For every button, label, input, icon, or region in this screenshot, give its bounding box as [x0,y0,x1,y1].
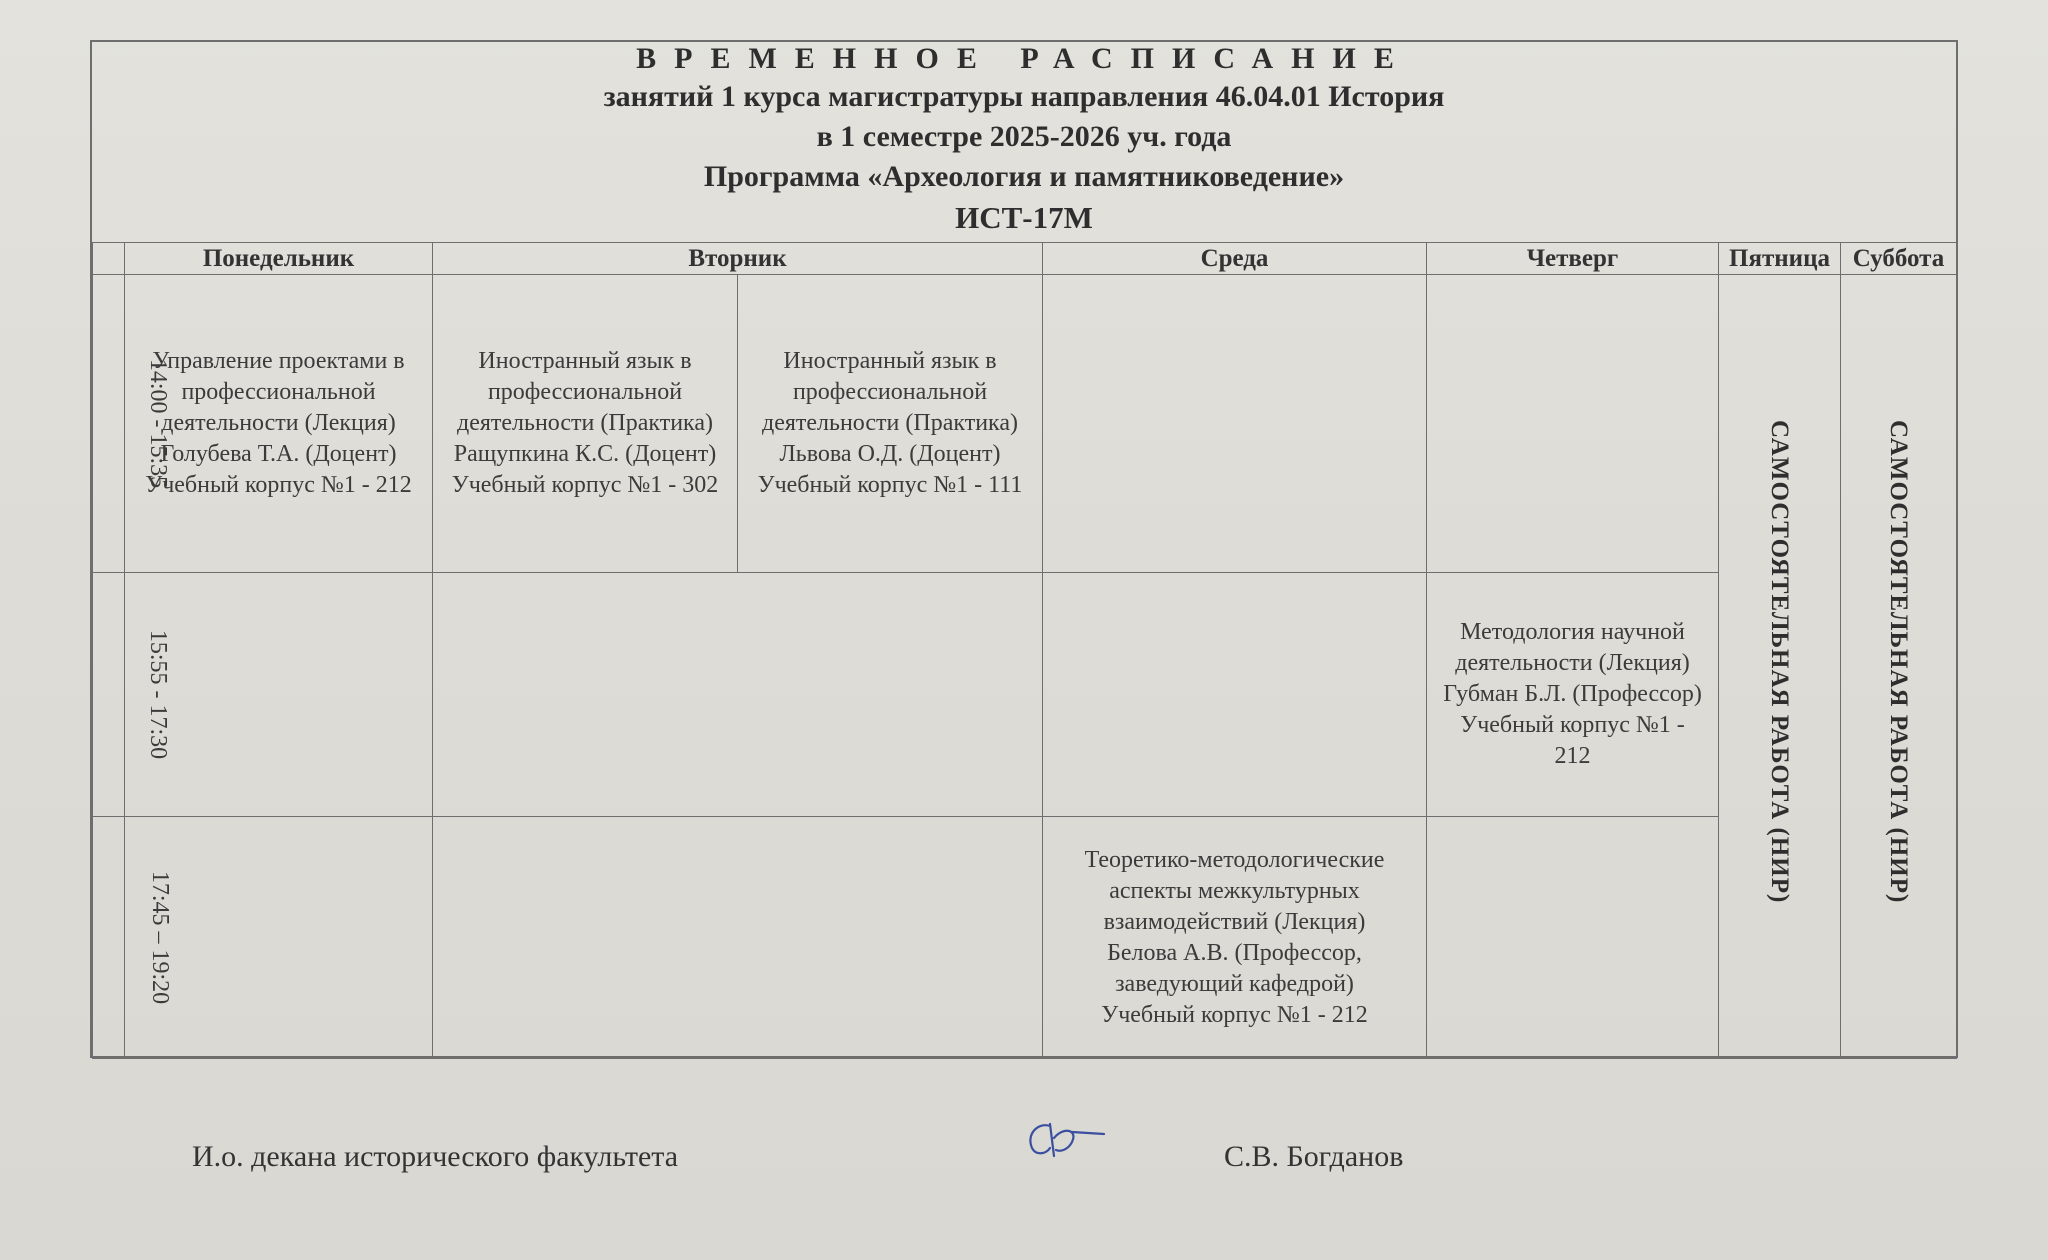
class-line: Учебный корпус №1 - 212 [145,472,412,498]
class-line: Губман Б.Л. (Профессор) [1443,681,1702,707]
class-line: профессиональной [181,379,376,405]
time-label: 15:55 - 17:30 [145,629,172,760]
class-line: Учебный корпус №1 - 212 [1101,1001,1368,1028]
class-line: Иностранный язык в [783,348,997,374]
corner-cell [93,243,125,275]
class-line: Учебный корпус №1 - 302 [451,472,719,498]
class-line: взаимодействий (Лекция) [1103,908,1366,935]
self-work-saturday [1841,275,1957,1059]
class-cell-tue-1b [738,275,1043,573]
time-label: 17:45 – 19:20 [147,870,174,1005]
class-line: Белова А.В. (Профессор, [1107,939,1362,966]
class-cell-thu-3 [1427,817,1719,1059]
class-cell-thu-1 [1427,275,1719,573]
class-line: Теоретико-методологические [1084,846,1385,873]
time-slot-1 [93,275,172,573]
header-row [93,243,1957,275]
day-header-tuesday: Вторник [433,243,1043,275]
time-slot-2 [93,573,172,817]
self-work-friday [1719,275,1841,1059]
class-line: Управление проектами в [152,348,405,374]
day-header-monday: Понедельник [125,243,433,275]
title-group: ИСТ-17М [955,200,1093,235]
class-line: 212 [1554,743,1591,769]
title-main: ВРЕМЕННОЕ РАСПИСАНИЕ [636,42,1412,75]
class-line: Ращупкина К.С. (Доцент) [453,441,717,467]
time-slot-3 [93,817,174,1059]
time-row-3 [93,817,1957,1059]
self-work-label: САМОСТОЯТЕЛЬНАЯ РАБОТА (НИР) [1766,420,1793,904]
class-line: профессиональной [487,379,683,405]
class-cell-tue-3 [433,817,1043,1059]
time-label: 14:00 - 15:35 [145,358,172,489]
schedule-sheet [90,40,1958,1058]
self-work-label: САМОСТОЯТЕЛЬНАЯ РАБОТА (НИР) [1885,420,1912,904]
class-cell-tue-2 [433,573,1043,817]
class-line: Методология научной [1460,619,1685,645]
class-line: профессиональной [792,379,988,405]
class-cell-thu-2 [1427,573,1719,817]
time-row-1 [93,275,1957,573]
schedule-table [92,242,1957,1059]
class-cell-wed-1 [1043,275,1427,573]
title-semester: в 1 семестре 2025-2026 уч. года [816,120,1232,153]
day-header-friday: Пятница [1719,243,1841,275]
footer-signatory-name: С.В. Богданов [1224,1140,1404,1173]
class-line: деятельности (Практика) [762,410,1018,436]
class-line: Учебный корпус №1 - [1460,712,1685,738]
day-header-wednesday: Среда [1043,243,1427,275]
title-program: Программа «Археология и памятниковедение» [703,160,1345,193]
signature-icon [1020,1112,1110,1172]
day-header-saturday: Суббота [1841,243,1957,275]
day-header-thursday: Четверг [1427,243,1719,275]
class-cell-wed-3 [1043,817,1427,1059]
class-line: Львова О.Д. (Доцент) [779,441,1001,467]
class-cell-wed-2 [1043,573,1427,817]
footer-position: И.о. декана исторического факультета [192,1140,679,1173]
title-block [92,42,1956,242]
title-course: занятий 1 курса магистратуры направления 46.04.01 История [603,80,1445,113]
class-line: Голубева Т.А. (Доцент) [160,441,397,467]
class-line: Иностранный язык в [478,348,692,374]
time-row-2 [93,573,1957,817]
class-line: деятельности (Лекция) [1455,650,1690,676]
class-cell-tue-1a [433,275,738,573]
class-line: заведующий кафедрой) [1115,970,1354,997]
class-line: Учебный корпус №1 - 111 [757,472,1023,498]
class-line: деятельности (Лекция) [161,410,396,436]
class-line: аспекты межкультурных [1109,877,1360,904]
class-line: деятельности (Практика) [457,410,713,436]
